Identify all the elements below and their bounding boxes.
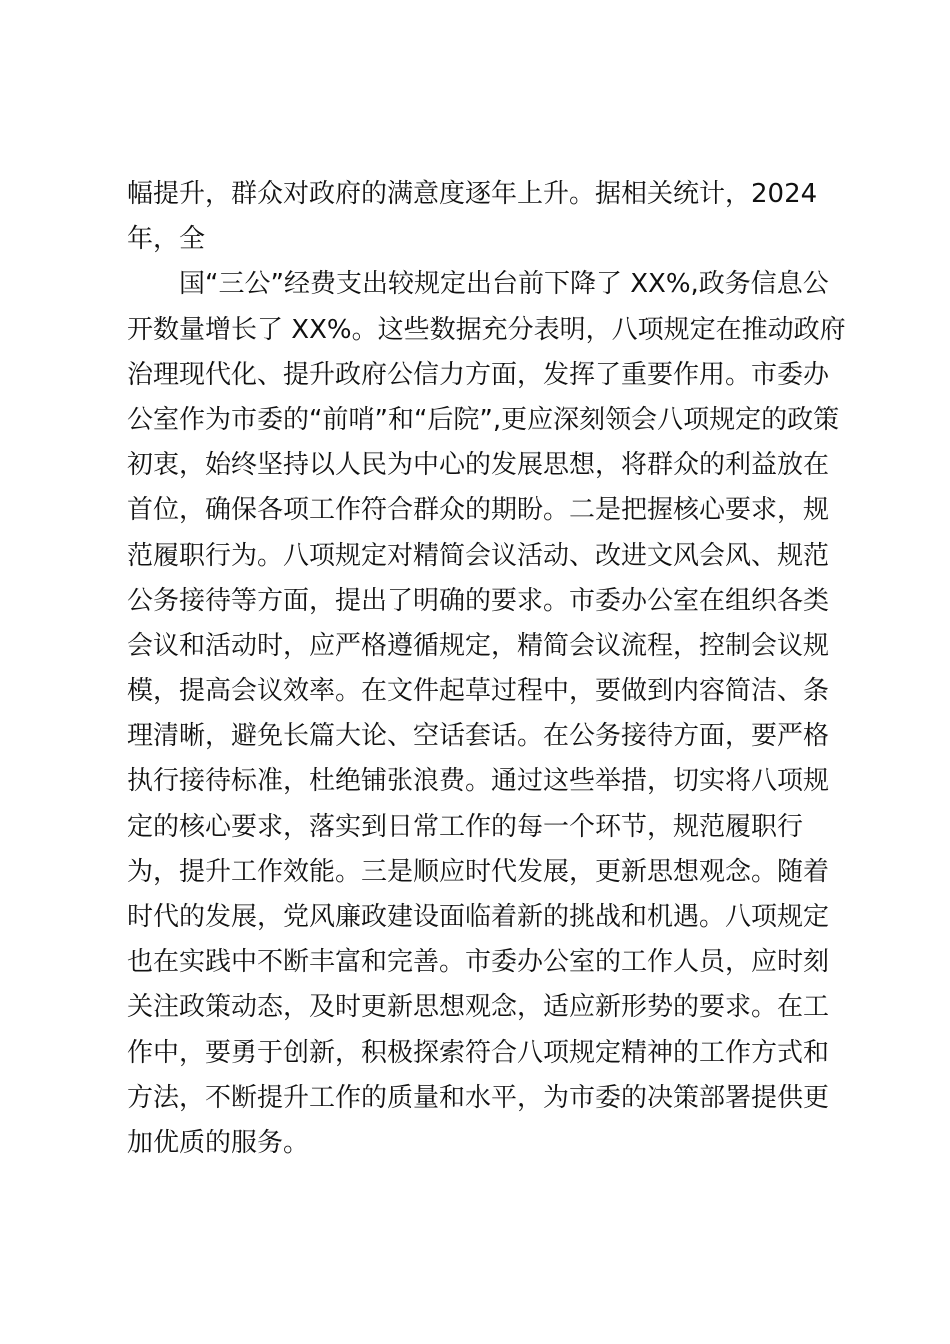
text-line: 方法，不断提升工作的质量和水平，为市委的决策部署提供更 bbox=[127, 1082, 830, 1113]
text-line: 开数量增长了 XX%。这些数据充分表明，八项规定在推动政府 bbox=[127, 314, 846, 345]
text-line: 初衷，始终坚持以人民为中心的发展思想，将群众的利益放在 bbox=[127, 450, 830, 481]
text-line: 定的核心要求，落实到日常工作的每一个环节，规范履职行 bbox=[127, 811, 804, 842]
text-line: 年，全 bbox=[127, 224, 206, 255]
text-line: 模，提高会议效率。在文件起草过程中，要做到内容简洁、条 bbox=[127, 676, 830, 707]
text-line: 公务接待等方面，提出了明确的要求。市委办公室在组织各类 bbox=[127, 585, 830, 616]
text-line: 作中，要勇于创新，积极探索符合八项规定精神的工作方式和 bbox=[127, 1037, 830, 1068]
text-line: 为，提升工作效能。三是顺应时代发展，更新思想观念。随着 bbox=[127, 856, 830, 887]
text-line: 执行接待标准，杜绝铺张浪费。通过这些举措，切实将八项规 bbox=[127, 766, 830, 797]
text-line: 加优质的服务。 bbox=[127, 1127, 310, 1158]
text-line: 理清晰，避免长篇大论、空话套话。在公务接待方面，要严格 bbox=[127, 721, 830, 752]
text-line: 关注政策动态，及时更新思想观念，适应新形势的要求。在工 bbox=[127, 992, 830, 1023]
text-line: 会议和活动时，应严格遵循规定，精简会议流程，控制会议规 bbox=[127, 630, 830, 661]
text-line: 公室作为市委的“前哨”和“后院”,更应深刻领会八项规定的政策 bbox=[127, 404, 840, 435]
text-line: 范履职行为。八项规定对精简会议活动、改进文风会风、规范 bbox=[127, 540, 830, 571]
text-line: 幅提升，群众对政府的满意度逐年上升。据相关统计，2024 bbox=[127, 179, 818, 209]
body-text bbox=[127, 172, 846, 1166]
text-line: 国“三公”经费支出较规定出台前下降了 XX%,政务信息公 bbox=[179, 269, 829, 300]
text-line: 时代的发展，党风廉政建设面临着新的挑战和机遇。八项规定 bbox=[127, 902, 830, 932]
text-line: 治理现代化、提升政府公信力方面，发挥了重要作用。市委办 bbox=[127, 359, 830, 390]
text-line: 首位，确保各项工作符合群众的期盼。二是把握核心要求，规 bbox=[127, 495, 830, 526]
text-line: 也在实践中不断丰富和完善。市委办公室的工作人员，应时刻 bbox=[127, 947, 830, 978]
